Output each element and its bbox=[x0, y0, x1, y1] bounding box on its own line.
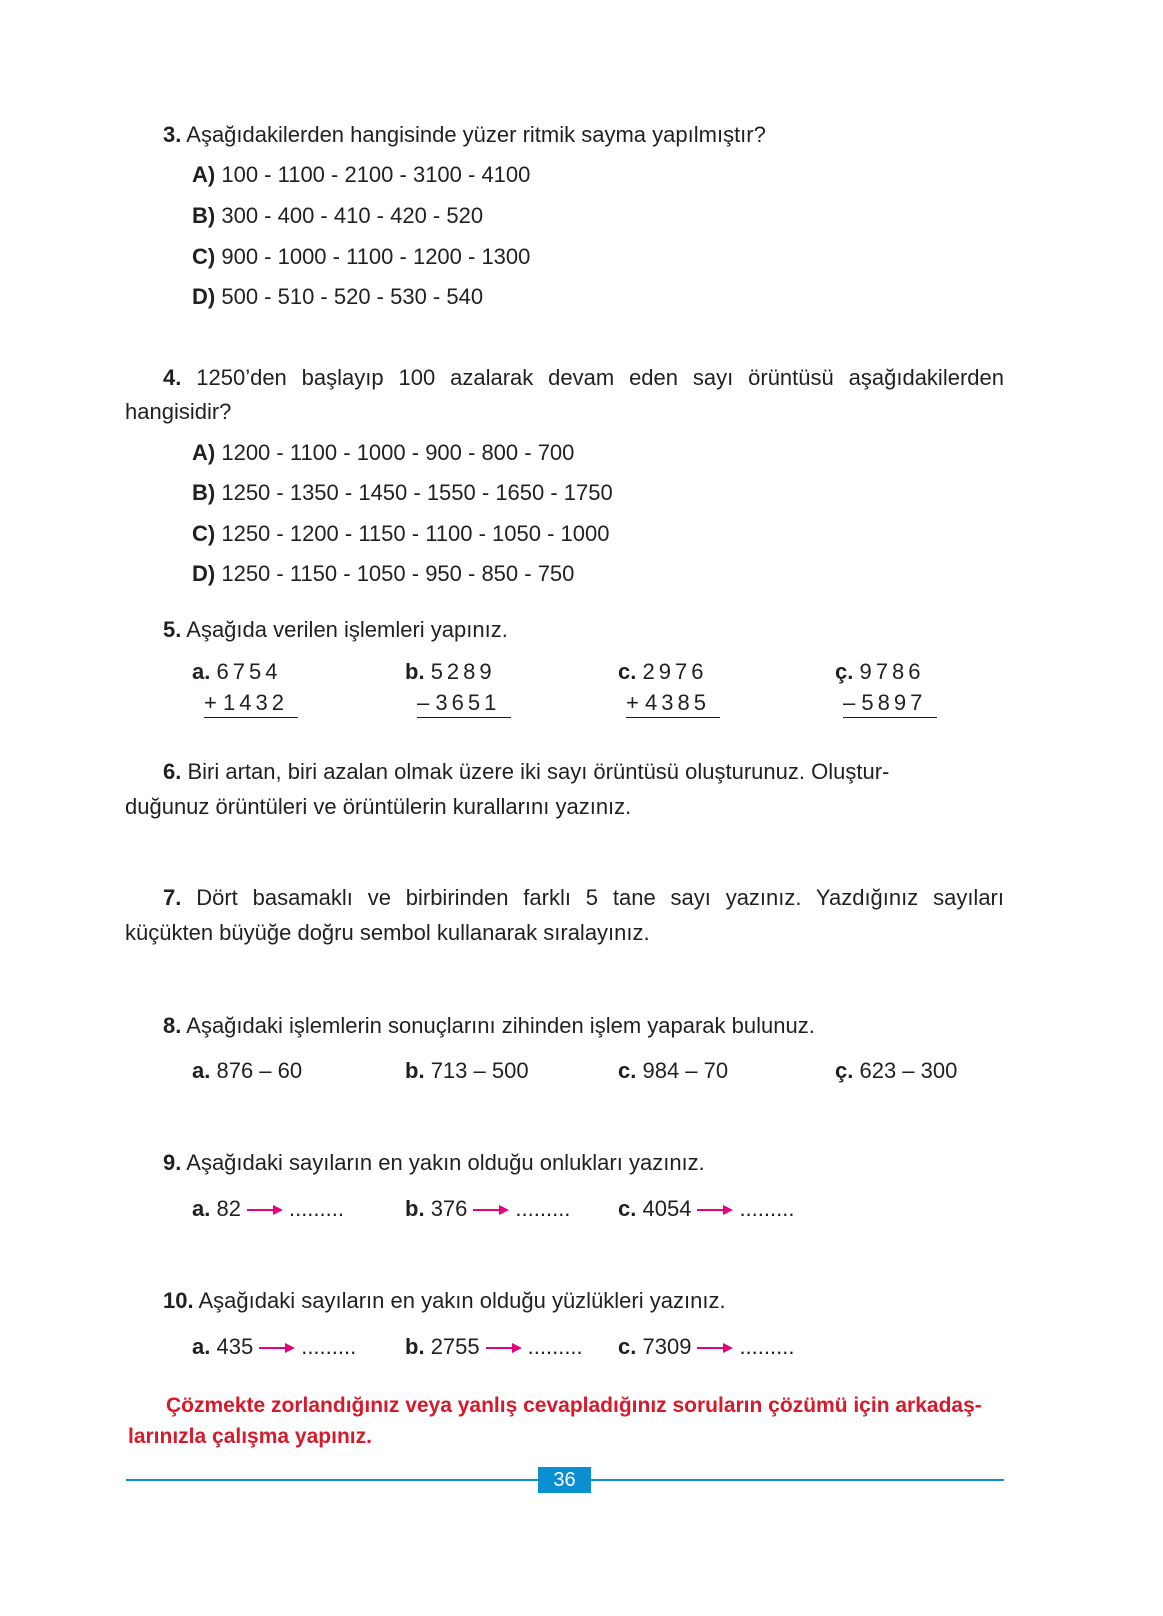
question-text-cont: küçükten büyüğe doğru sembol kullanarak sıralayınız. bbox=[125, 920, 650, 945]
question-10: 10. Aşağıdaki sayıların en yakın olduğu yüzlükleri yazınız. bbox=[163, 1288, 726, 1313]
operation-a: a. 6754 bbox=[192, 659, 282, 684]
item: c. 7309 ......... bbox=[618, 1334, 795, 1359]
question-text: Aşağıdakilerden hangisinde yüzer ritmik sayma yapılmıştır? bbox=[186, 122, 766, 147]
item: ç. 623 – 300 bbox=[835, 1058, 958, 1083]
option: A) 100 - 1100 - 2100 - 3100 - 4100 bbox=[192, 162, 531, 187]
question-3 bbox=[163, 122, 766, 148]
arrow-icon bbox=[473, 1205, 509, 1215]
item: a. 876 – 60 bbox=[192, 1058, 303, 1083]
question-text-cont: hangisidir? bbox=[125, 399, 232, 424]
question-9: 9. Aşağıdaki sayıların en yakın olduğu onlukları yazınız. bbox=[163, 1150, 705, 1175]
operation-c-bottom: + 4385 bbox=[626, 690, 720, 718]
question-8: 8. Aşağıdaki işlemlerin sonuçlarını zihinden işlem yaparak bulunuz. bbox=[163, 1013, 815, 1038]
question-7: 7. Dört basamaklı ve birbirinden farklı 5 tane sayı yazınız. Yazdığınız sayıları bbox=[163, 885, 1004, 910]
operation-c: c. 2976 bbox=[618, 659, 708, 684]
operation-b: b. 5289 bbox=[405, 659, 496, 684]
page-number: 36 bbox=[538, 1467, 591, 1493]
option: D) 500 - 510 - 520 - 530 - 540 bbox=[192, 284, 484, 309]
question-4: 4. 1250’den başlayıp 100 azalarak devam eden sayı örüntüsü aşağıdakilerden bbox=[163, 365, 1004, 390]
option: A) 1200 - 1100 - 1000 - 900 - 800 - 700 bbox=[192, 440, 575, 465]
item: b. 2755 ......... bbox=[405, 1334, 583, 1359]
arrow-icon bbox=[247, 1205, 283, 1215]
item: b. 713 – 500 bbox=[405, 1058, 529, 1083]
item: c. 984 – 70 bbox=[618, 1058, 729, 1083]
option: D) 1250 - 1150 - 1050 - 950 - 850 - 750 bbox=[192, 561, 575, 586]
arrow-icon bbox=[697, 1205, 733, 1215]
option: B) 1250 - 1350 - 1450 - 1550 - 1650 - 1750 bbox=[192, 480, 613, 505]
question-6: 6. Biri artan, biri azalan olmak üzere iki sayı örüntüsü oluşturunuz. Oluştur- bbox=[163, 759, 890, 784]
operation-a-bottom: + 1432 bbox=[204, 690, 298, 718]
item: b. 376 ......... bbox=[405, 1196, 571, 1221]
footer-rule-right bbox=[591, 1479, 1004, 1481]
item: a. 82 ......... bbox=[192, 1196, 344, 1221]
option: C) 900 - 1000 - 1100 - 1200 - 1300 bbox=[192, 244, 531, 269]
question-5: 5. Aşağıda verilen işlemleri yapınız. bbox=[163, 617, 508, 642]
item: c. 4054 ......... bbox=[618, 1196, 795, 1221]
arrow-icon bbox=[697, 1343, 733, 1353]
operation-b-bottom: – 3651 bbox=[417, 690, 511, 718]
option: C) 1250 - 1200 - 1150 - 1100 - 1050 - 1000 bbox=[192, 521, 610, 546]
item: a. 435 ......... bbox=[192, 1334, 357, 1359]
arrow-icon bbox=[486, 1343, 522, 1353]
question-text-cont: duğunuz örüntüleri ve örüntülerin kurallarını yazınız. bbox=[125, 794, 632, 819]
note-text: Çözmekte zorlandığınız veya yanlış cevapladığınız soruların çözümü için arkadaş- bbox=[166, 1394, 982, 1417]
option: B) 300 - 400 - 410 - 420 - 520 bbox=[192, 203, 484, 228]
arrow-icon bbox=[259, 1343, 295, 1353]
question-number: 3. bbox=[163, 122, 182, 147]
note-text-cont: larınızla çalışma yapınız. bbox=[128, 1425, 372, 1448]
footer-rule-left bbox=[126, 1479, 538, 1481]
operation-cc: ç. 9786 bbox=[835, 659, 925, 684]
operation-cc-bottom: – 5897 bbox=[843, 690, 937, 718]
